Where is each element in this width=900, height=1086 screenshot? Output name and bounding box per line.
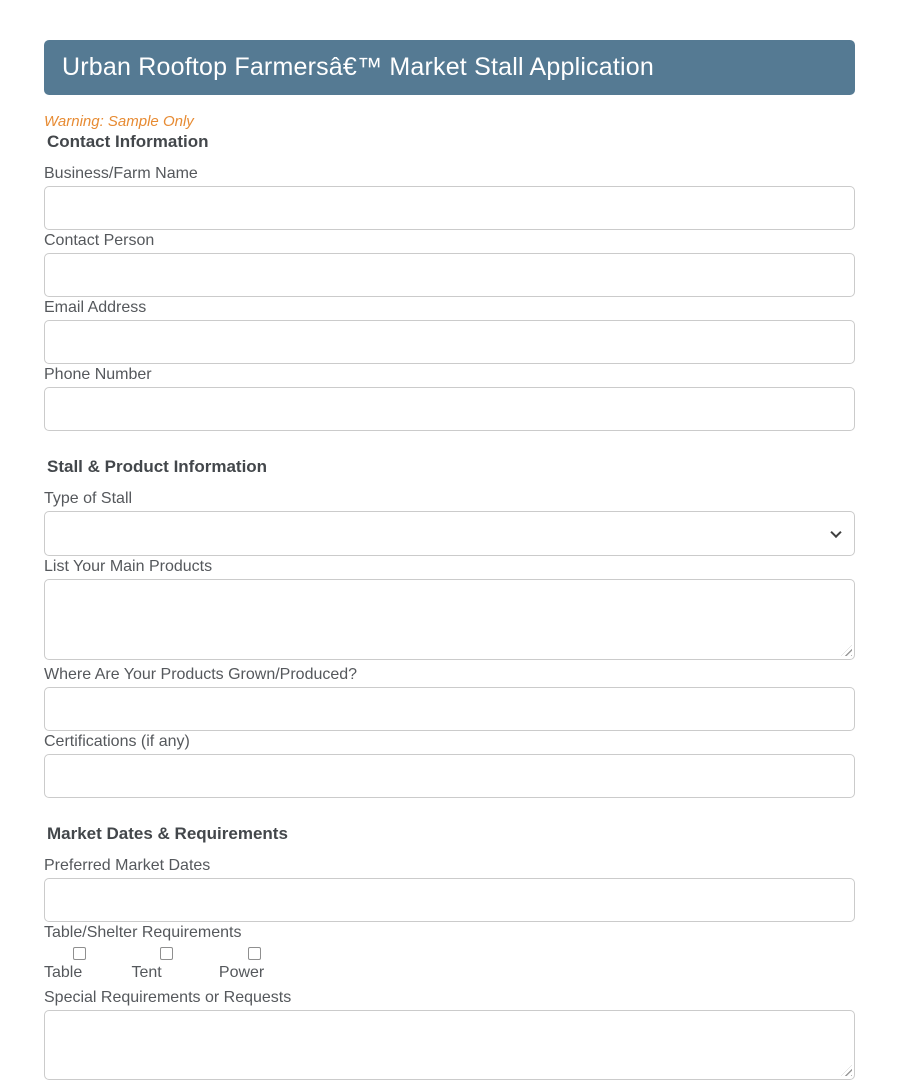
preferred-market-dates-input[interactable] [44,878,855,922]
contact-person-label: Contact Person [44,232,155,249]
section-market-dates-requirements [44,824,855,1080]
section-stall-product-information [44,457,855,798]
phone-number-input[interactable] [44,387,855,431]
business-farm-name-field [44,165,855,230]
main-products-textarea-wrap [44,579,855,660]
email-address-input[interactable] [44,320,855,364]
shelter-requirements-group [44,947,855,982]
shelter-requirements-label: Table/Shelter Requirements [44,924,242,941]
form-header [44,40,855,95]
special-requirements-textarea-wrap [44,1010,855,1080]
certifications-input[interactable] [44,754,855,798]
power-checkbox[interactable] [248,947,261,960]
special-requirements-field [44,989,855,1080]
preferred-market-dates-field [44,857,855,922]
email-address-field [44,299,855,364]
shelter-requirements-field [44,924,855,982]
type-of-stall-field [44,490,855,556]
preferred-market-dates-label: Preferred Market Dates [44,857,211,874]
business-farm-name-input[interactable] [44,186,855,230]
page-title: Urban Rooftop Farmersâ€™ Market Stall Application [62,53,655,81]
section-contact-information [44,132,855,431]
phone-number-label: Phone Number [44,366,152,383]
special-requirements-label: Special Requirements or Requests [44,989,292,1006]
email-address-label: Email Address [44,299,147,316]
type-of-stall-label: Type of Stall [44,490,133,507]
checkbox-option-power [219,947,264,982]
checkbox-option-tent [131,947,173,982]
section-heading-contact: Contact Information [47,132,209,151]
section-heading-stall-product: Stall & Product Information [47,457,268,476]
contact-person-field [44,232,855,297]
tent-checkbox-label: Tent [131,964,162,981]
table-checkbox-label: Table [44,964,83,981]
business-farm-name-label: Business/Farm Name [44,165,198,182]
section-heading-market-dates: Market Dates & Requirements [47,824,288,843]
phone-number-field [44,366,855,431]
table-checkbox[interactable] [73,947,86,960]
checkbox-option-table [44,947,86,982]
form-content [44,40,855,1086]
certifications-label: Certifications (if any) [44,733,190,750]
products-grown-input[interactable] [44,687,855,731]
products-grown-field [44,666,855,731]
main-products-label: List Your Main Products [44,558,213,575]
main-products-textarea[interactable] [44,579,855,660]
certifications-field [44,733,855,798]
type-of-stall-select[interactable] [44,511,855,556]
contact-person-input[interactable] [44,253,855,297]
sample-warning: Warning: Sample Only [44,113,194,130]
main-products-field [44,558,855,660]
tent-checkbox[interactable] [160,947,173,960]
products-grown-label: Where Are Your Products Grown/Produced? [44,666,358,683]
power-checkbox-label: Power [218,964,265,981]
special-requirements-textarea[interactable] [44,1010,855,1080]
type-of-stall-select-wrap [44,511,855,556]
